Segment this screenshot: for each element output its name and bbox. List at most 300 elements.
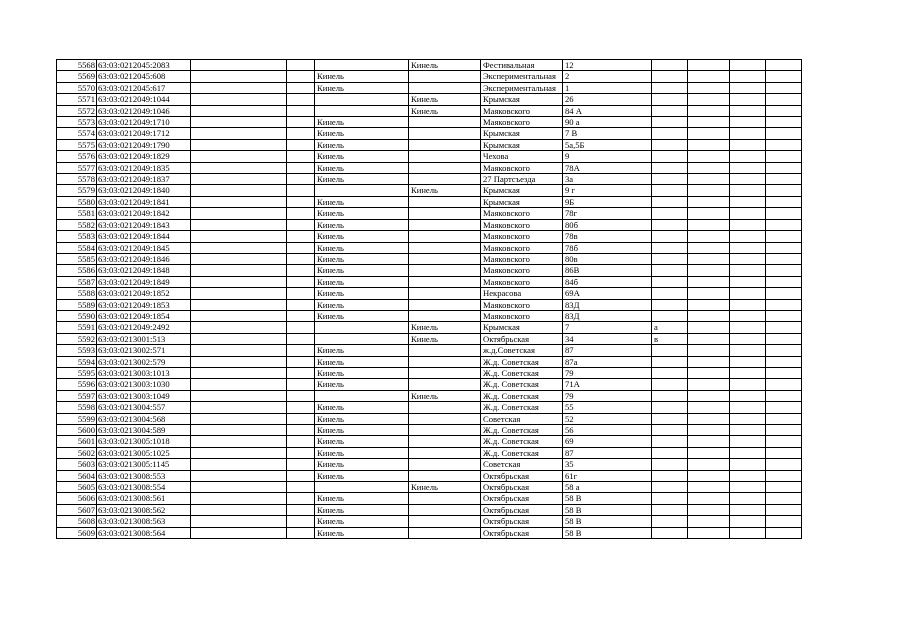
row-number-cell: 5603 [57, 459, 97, 470]
empty-cell [191, 516, 287, 527]
street-cell: Октябрьская [481, 516, 563, 527]
empty-cell [688, 504, 730, 515]
cadastral-number-cell: 63:03:0213003:1049 [97, 390, 191, 401]
row-number-cell: 5605 [57, 482, 97, 493]
city-cell: Кинель [315, 504, 409, 515]
empty-cell [766, 117, 802, 128]
cadastral-number-cell: 63:03:0212049:1790 [97, 139, 191, 150]
empty-cell [766, 162, 802, 173]
address-table [56, 59, 802, 539]
row-number-cell: 5577 [57, 162, 97, 173]
empty-cell [287, 493, 315, 504]
house-number-cell: 69 [563, 436, 652, 447]
row-number-cell: 5606 [57, 493, 97, 504]
empty-cell [730, 174, 766, 185]
empty-cell [287, 60, 315, 71]
empty-cell [287, 413, 315, 424]
empty-cell [191, 60, 287, 71]
empty-cell [191, 162, 287, 173]
settlement-cell: Кинель [409, 105, 481, 116]
empty-cell [766, 196, 802, 207]
table-row [57, 482, 802, 493]
house-suffix-cell [652, 367, 688, 378]
row-number-cell: 5589 [57, 299, 97, 310]
house-suffix-cell [652, 185, 688, 196]
settlement-cell [409, 310, 481, 321]
house-number-cell: 87 [563, 447, 652, 458]
city-cell: Кинель [315, 231, 409, 242]
row-number-cell: 5608 [57, 516, 97, 527]
empty-cell [766, 402, 802, 413]
empty-cell [191, 527, 287, 538]
cadastral-number-cell: 63:03:0212049:1844 [97, 231, 191, 242]
table-row [57, 413, 802, 424]
empty-cell [287, 276, 315, 287]
empty-cell [287, 208, 315, 219]
house-number-cell: 9Б [563, 196, 652, 207]
city-cell [315, 60, 409, 71]
city-cell: Кинель [315, 288, 409, 299]
empty-cell [287, 333, 315, 344]
house-number-cell: 26 [563, 94, 652, 105]
cadastral-number-cell: 63:03:0212049:1852 [97, 288, 191, 299]
street-cell: Маяковского [481, 117, 563, 128]
house-number-cell: 79 [563, 390, 652, 401]
row-number-cell: 5571 [57, 94, 97, 105]
house-number-cell: 58 В [563, 527, 652, 538]
street-cell: Маяковского [481, 231, 563, 242]
table-row [57, 527, 802, 538]
house-suffix-cell [652, 242, 688, 253]
house-suffix-cell [652, 356, 688, 367]
table-row [57, 208, 802, 219]
empty-cell [730, 402, 766, 413]
city-cell: Кинель [315, 436, 409, 447]
house-suffix-cell [652, 390, 688, 401]
empty-cell [730, 82, 766, 93]
cadastral-number-cell: 63:03:0212049:1710 [97, 117, 191, 128]
empty-cell [730, 504, 766, 515]
table-row [57, 436, 802, 447]
empty-cell [287, 117, 315, 128]
cadastral-number-cell: 63:03:0213008:553 [97, 470, 191, 481]
house-number-cell: 9 [563, 151, 652, 162]
settlement-cell: Кинель [409, 94, 481, 105]
empty-cell [287, 162, 315, 173]
empty-cell [287, 174, 315, 185]
empty-cell [766, 504, 802, 515]
house-number-cell: 2 [563, 71, 652, 82]
street-cell: Крымская [481, 128, 563, 139]
settlement-cell [409, 276, 481, 287]
empty-cell [287, 139, 315, 150]
settlement-cell [409, 162, 481, 173]
street-cell: Ж.д. Советская [481, 390, 563, 401]
house-number-cell: 78б [563, 242, 652, 253]
house-number-cell: 83Д [563, 299, 652, 310]
empty-cell [191, 402, 287, 413]
settlement-cell [409, 504, 481, 515]
row-number-cell: 5601 [57, 436, 97, 447]
street-cell: Крымская [481, 322, 563, 333]
cadastral-number-cell: 63:03:0213008:561 [97, 493, 191, 504]
table-row [57, 345, 802, 356]
house-number-cell: 7 [563, 322, 652, 333]
house-number-cell: 90 а [563, 117, 652, 128]
house-number-cell: 84 А [563, 105, 652, 116]
city-cell: Кинель [315, 447, 409, 458]
house-suffix-cell [652, 310, 688, 321]
cadastral-number-cell: 63:03:0213008:554 [97, 482, 191, 493]
house-suffix-cell [652, 459, 688, 470]
empty-cell [191, 367, 287, 378]
house-suffix-cell [652, 174, 688, 185]
empty-cell [191, 390, 287, 401]
empty-cell [730, 310, 766, 321]
city-cell: Кинель [315, 276, 409, 287]
city-cell: Кинель [315, 367, 409, 378]
empty-cell [191, 219, 287, 230]
house-suffix-cell [652, 94, 688, 105]
empty-cell [191, 493, 287, 504]
street-cell: Фестивальная [481, 60, 563, 71]
settlement-cell [409, 128, 481, 139]
cadastral-number-cell: 63:03:0212049:1712 [97, 128, 191, 139]
house-number-cell: 58 а [563, 482, 652, 493]
empty-cell [287, 105, 315, 116]
row-number-cell: 5585 [57, 253, 97, 264]
house-number-cell: 52 [563, 413, 652, 424]
city-cell: Кинель [315, 356, 409, 367]
empty-cell [766, 459, 802, 470]
settlement-cell: Кинель [409, 390, 481, 401]
empty-cell [287, 288, 315, 299]
empty-cell [287, 504, 315, 515]
city-cell: Кинель [315, 219, 409, 230]
table-row [57, 265, 802, 276]
empty-cell [191, 94, 287, 105]
street-cell: ж.д.Советская [481, 345, 563, 356]
empty-cell [730, 379, 766, 390]
empty-cell [766, 310, 802, 321]
house-suffix-cell: а [652, 322, 688, 333]
settlement-cell [409, 265, 481, 276]
row-number-cell: 5581 [57, 208, 97, 219]
street-cell: Октябрьская [481, 482, 563, 493]
row-number-cell: 5592 [57, 333, 97, 344]
table-row [57, 276, 802, 287]
row-number-cell: 5600 [57, 425, 97, 436]
row-number-cell: 5568 [57, 60, 97, 71]
empty-cell [688, 162, 730, 173]
empty-cell [766, 151, 802, 162]
city-cell: Кинель [315, 425, 409, 436]
empty-cell [688, 139, 730, 150]
table-row [57, 60, 802, 71]
empty-cell [766, 356, 802, 367]
row-number-cell: 5573 [57, 117, 97, 128]
cadastral-number-cell: 63:03:0213005:1145 [97, 459, 191, 470]
city-cell: Кинель [315, 379, 409, 390]
settlement-cell [409, 436, 481, 447]
table-row [57, 402, 802, 413]
settlement-cell: Кинель [409, 333, 481, 344]
table-row [57, 117, 802, 128]
table-row [57, 310, 802, 321]
settlement-cell [409, 299, 481, 310]
empty-cell [688, 265, 730, 276]
house-suffix-cell [652, 219, 688, 230]
empty-cell [688, 436, 730, 447]
empty-cell [730, 333, 766, 344]
row-number-cell: 5578 [57, 174, 97, 185]
table-row [57, 139, 802, 150]
house-suffix-cell [652, 482, 688, 493]
empty-cell [287, 447, 315, 458]
house-suffix-cell [652, 71, 688, 82]
empty-cell [766, 105, 802, 116]
house-number-cell: 71А [563, 379, 652, 390]
empty-cell [688, 493, 730, 504]
empty-cell [688, 288, 730, 299]
cadastral-number-cell: 63:03:0212049:1848 [97, 265, 191, 276]
street-cell: Крымская [481, 185, 563, 196]
cadastral-number-cell: 63:03:0212049:1843 [97, 219, 191, 230]
empty-cell [688, 482, 730, 493]
settlement-cell [409, 139, 481, 150]
street-cell: Крымская [481, 196, 563, 207]
table-row [57, 174, 802, 185]
empty-cell [191, 174, 287, 185]
empty-cell [730, 139, 766, 150]
empty-cell [287, 231, 315, 242]
street-cell: Маяковского [481, 105, 563, 116]
empty-cell [287, 436, 315, 447]
cadastral-number-cell: 63:03:0213008:563 [97, 516, 191, 527]
cadastral-number-cell: 63:03:0212049:1841 [97, 196, 191, 207]
city-cell: Кинель [315, 299, 409, 310]
empty-cell [287, 367, 315, 378]
row-number-cell: 5594 [57, 356, 97, 367]
empty-cell [730, 276, 766, 287]
street-cell: Маяковского [481, 162, 563, 173]
cadastral-number-cell: 63:03:0212049:1853 [97, 299, 191, 310]
city-cell: Кинель [315, 128, 409, 139]
empty-cell [688, 516, 730, 527]
street-cell: Ж.д. Советская [481, 379, 563, 390]
table-row [57, 105, 802, 116]
empty-cell [730, 390, 766, 401]
row-number-cell: 5591 [57, 322, 97, 333]
empty-cell [688, 117, 730, 128]
empty-cell [730, 516, 766, 527]
row-number-cell: 5607 [57, 504, 97, 515]
house-suffix-cell [652, 402, 688, 413]
empty-cell [191, 322, 287, 333]
house-suffix-cell [652, 253, 688, 264]
table-row [57, 94, 802, 105]
row-number-cell: 5598 [57, 402, 97, 413]
house-number-cell: 87а [563, 356, 652, 367]
settlement-cell [409, 219, 481, 230]
street-cell: Маяковского [481, 265, 563, 276]
cadastral-number-cell: 63:03:0212049:1837 [97, 174, 191, 185]
empty-cell [287, 185, 315, 196]
empty-cell [191, 470, 287, 481]
city-cell: Кинель [315, 470, 409, 481]
house-number-cell: 87 [563, 345, 652, 356]
house-suffix-cell [652, 196, 688, 207]
street-cell: Крымская [481, 94, 563, 105]
empty-cell [730, 470, 766, 481]
empty-cell [191, 504, 287, 515]
table-row [57, 516, 802, 527]
empty-cell [766, 482, 802, 493]
empty-cell [688, 413, 730, 424]
empty-cell [730, 231, 766, 242]
city-cell: Кинель [315, 265, 409, 276]
empty-cell [191, 299, 287, 310]
house-suffix-cell [652, 470, 688, 481]
house-number-cell: 58 В [563, 493, 652, 504]
table-row [57, 219, 802, 230]
empty-cell [730, 94, 766, 105]
table-row [57, 196, 802, 207]
street-cell: Крымская [481, 139, 563, 150]
cadastral-number-cell: 63:03:0212049:1846 [97, 253, 191, 264]
table-row [57, 231, 802, 242]
empty-cell [191, 436, 287, 447]
table-row [57, 322, 802, 333]
house-number-cell: 79 [563, 367, 652, 378]
empty-cell [766, 185, 802, 196]
house-suffix-cell [652, 105, 688, 116]
empty-cell [730, 105, 766, 116]
settlement-cell [409, 208, 481, 219]
empty-cell [688, 322, 730, 333]
empty-cell [287, 379, 315, 390]
empty-cell [766, 322, 802, 333]
empty-cell [688, 276, 730, 287]
street-cell: Ж.д. Советская [481, 356, 563, 367]
empty-cell [730, 345, 766, 356]
row-number-cell: 5569 [57, 71, 97, 82]
street-cell: Октябрьская [481, 504, 563, 515]
empty-cell [730, 117, 766, 128]
settlement-cell [409, 447, 481, 458]
house-number-cell: 78в [563, 231, 652, 242]
house-number-cell: 12 [563, 60, 652, 71]
house-suffix-cell [652, 231, 688, 242]
house-suffix-cell [652, 527, 688, 538]
settlement-cell [409, 516, 481, 527]
empty-cell [191, 253, 287, 264]
house-suffix-cell [652, 379, 688, 390]
row-number-cell: 5587 [57, 276, 97, 287]
house-number-cell: 78А [563, 162, 652, 173]
house-suffix-cell [652, 516, 688, 527]
row-number-cell: 5595 [57, 367, 97, 378]
empty-cell [766, 128, 802, 139]
street-cell: Ж.д. Советская [481, 367, 563, 378]
empty-cell [191, 117, 287, 128]
table-row [57, 242, 802, 253]
empty-cell [688, 367, 730, 378]
empty-cell [688, 242, 730, 253]
street-cell: Октябрьская [481, 333, 563, 344]
empty-cell [688, 310, 730, 321]
empty-cell [287, 390, 315, 401]
city-cell: Кинель [315, 117, 409, 128]
empty-cell [766, 60, 802, 71]
empty-cell [287, 71, 315, 82]
empty-cell [730, 71, 766, 82]
settlement-cell [409, 174, 481, 185]
empty-cell [766, 242, 802, 253]
empty-cell [688, 185, 730, 196]
empty-cell [287, 516, 315, 527]
empty-cell [688, 71, 730, 82]
empty-cell [688, 174, 730, 185]
empty-cell [688, 60, 730, 71]
row-number-cell: 5576 [57, 151, 97, 162]
empty-cell [191, 425, 287, 436]
empty-cell [287, 151, 315, 162]
empty-cell [730, 413, 766, 424]
city-cell [315, 94, 409, 105]
cadastral-number-cell: 63:03:0212049:1842 [97, 208, 191, 219]
cadastral-number-cell: 63:03:0212049:1849 [97, 276, 191, 287]
table-row [57, 390, 802, 401]
empty-cell [287, 128, 315, 139]
city-cell: Кинель [315, 162, 409, 173]
city-cell: Кинель [315, 345, 409, 356]
empty-cell [730, 208, 766, 219]
empty-cell [287, 459, 315, 470]
row-number-cell: 5599 [57, 413, 97, 424]
empty-cell [766, 527, 802, 538]
house-suffix-cell [652, 139, 688, 150]
table-row [57, 470, 802, 481]
empty-cell [688, 128, 730, 139]
settlement-cell [409, 425, 481, 436]
street-cell: Ж.д. Советская [481, 436, 563, 447]
cadastral-number-cell: 63:03:0212049:1854 [97, 310, 191, 321]
house-number-cell: 3а [563, 174, 652, 185]
city-cell: Кинель [315, 493, 409, 504]
empty-cell [688, 208, 730, 219]
row-number-cell: 5586 [57, 265, 97, 276]
table-row [57, 128, 802, 139]
empty-cell [766, 174, 802, 185]
house-suffix-cell [652, 504, 688, 515]
row-number-cell: 5574 [57, 128, 97, 139]
table-row [57, 379, 802, 390]
city-cell [315, 105, 409, 116]
house-suffix-cell [652, 276, 688, 287]
city-cell: Кинель [315, 196, 409, 207]
city-cell [315, 322, 409, 333]
empty-cell [766, 231, 802, 242]
row-number-cell: 5575 [57, 139, 97, 150]
empty-cell [191, 208, 287, 219]
cadastral-number-cell: 63:03:0213002:571 [97, 345, 191, 356]
empty-cell [287, 253, 315, 264]
street-cell: Октябрьская [481, 493, 563, 504]
empty-cell [287, 94, 315, 105]
row-number-cell: 5602 [57, 447, 97, 458]
empty-cell [730, 196, 766, 207]
